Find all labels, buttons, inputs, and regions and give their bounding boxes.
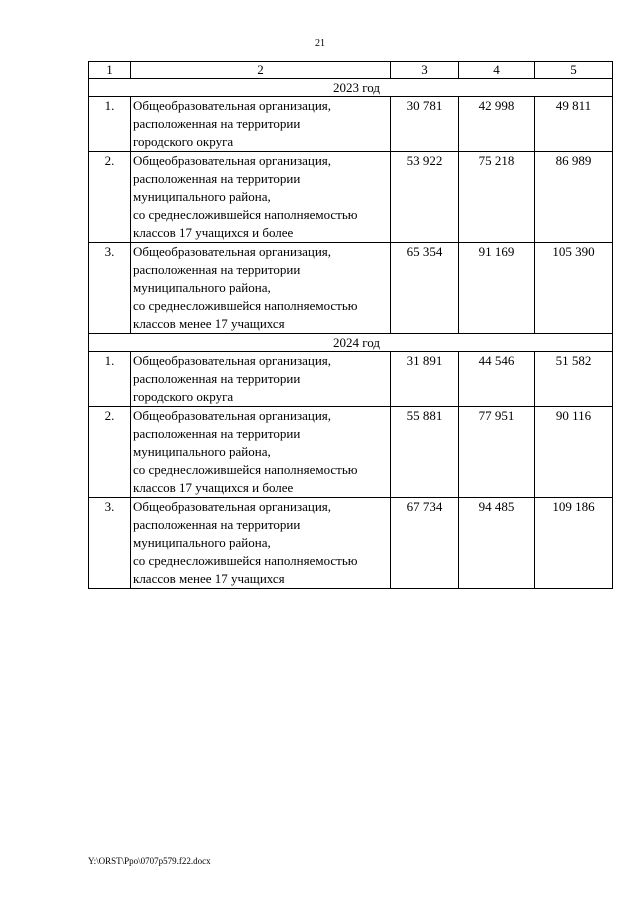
column-number-2: 2 — [131, 62, 391, 79]
table-row — [89, 498, 613, 589]
value-column-5: 105 390 — [535, 243, 613, 334]
description-line: городского округа — [133, 134, 234, 149]
organization-description — [131, 407, 391, 498]
description-line: Общеобразовательная организация, — [133, 353, 332, 368]
description-line: Общеобразовательная организация, — [133, 244, 332, 259]
value-column-4: 44 546 — [459, 352, 535, 407]
description-line: Общеобразовательная организация, — [133, 408, 332, 423]
column-number-1: 1 — [89, 62, 131, 79]
organization-description — [131, 498, 391, 589]
description-line: расположенная на территории — [133, 171, 301, 186]
description-line: классов 17 учащихся и более — [133, 480, 294, 495]
value-column-5: 51 582 — [535, 352, 613, 407]
value-column-4: 75 218 — [459, 152, 535, 243]
table-row — [89, 97, 613, 152]
description-line: расположенная на территории — [133, 517, 301, 532]
year-label: 2023 год — [89, 79, 613, 97]
table-row — [89, 152, 613, 243]
value-column-5: 90 116 — [535, 407, 613, 498]
description-line: классов менее 17 учащихся — [133, 571, 285, 586]
value-column-4: 77 951 — [459, 407, 535, 498]
description-line: муниципального района, — [133, 189, 271, 204]
table-header-row — [89, 62, 613, 79]
description-line: муниципального района, — [133, 444, 271, 459]
row-number: 1. — [89, 352, 131, 407]
value-column-5: 109 186 — [535, 498, 613, 589]
column-number-3: 3 — [391, 62, 459, 79]
row-number: 3. — [89, 498, 131, 589]
row-number: 2. — [89, 407, 131, 498]
description-line: муниципального района, — [133, 535, 271, 550]
description-line: Общеобразовательная организация, — [133, 153, 332, 168]
row-number: 2. — [89, 152, 131, 243]
column-number-4: 4 — [459, 62, 535, 79]
organization-description — [131, 352, 391, 407]
description-line: классов менее 17 учащихся — [133, 316, 285, 331]
table-row — [89, 243, 613, 334]
year-section-row — [89, 334, 613, 352]
year-section-row — [89, 79, 613, 97]
description-line: муниципального района, — [133, 280, 271, 295]
description-line: городского округа — [133, 389, 234, 404]
value-column-4: 91 169 — [459, 243, 535, 334]
description-line: классов 17 учащихся и более — [133, 225, 294, 240]
value-column-5: 49 811 — [535, 97, 613, 152]
column-number-5: 5 — [535, 62, 613, 79]
page-number: 21 — [315, 38, 325, 49]
description-line: расположенная на территории — [133, 371, 301, 386]
value-column-3: 30 781 — [391, 97, 459, 152]
row-number: 3. — [89, 243, 131, 334]
value-column-3: 31 891 — [391, 352, 459, 407]
description-line: со среднесложившейся наполняемостью — [133, 462, 358, 477]
value-column-4: 94 485 — [459, 498, 535, 589]
description-line: Общеобразовательная организация, — [133, 98, 332, 113]
row-number: 1. — [89, 97, 131, 152]
value-column-3: 55 881 — [391, 407, 459, 498]
organization-description — [131, 152, 391, 243]
description-line: со среднесложившейся наполняемостью — [133, 207, 358, 222]
table-row — [89, 407, 613, 498]
description-line: Общеобразовательная организация, — [133, 499, 332, 514]
table-row — [89, 352, 613, 407]
value-column-5: 86 989 — [535, 152, 613, 243]
value-column-3: 53 922 — [391, 152, 459, 243]
organization-description — [131, 97, 391, 152]
value-column-3: 65 354 — [391, 243, 459, 334]
description-line: со среднесложившейся наполняемостью — [133, 298, 358, 313]
description-line: со среднесложившейся наполняемостью — [133, 553, 358, 568]
year-label: 2024 год — [89, 334, 613, 352]
description-line: расположенная на территории — [133, 426, 301, 441]
value-column-3: 67 734 — [391, 498, 459, 589]
description-line: расположенная на территории — [133, 116, 301, 131]
file-path-footer: Y:\ORST\Ppo\0707p579.f22.docx — [88, 856, 211, 866]
organization-description — [131, 243, 391, 334]
data-table — [88, 61, 613, 589]
value-column-4: 42 998 — [459, 97, 535, 152]
description-line: расположенная на территории — [133, 262, 301, 277]
